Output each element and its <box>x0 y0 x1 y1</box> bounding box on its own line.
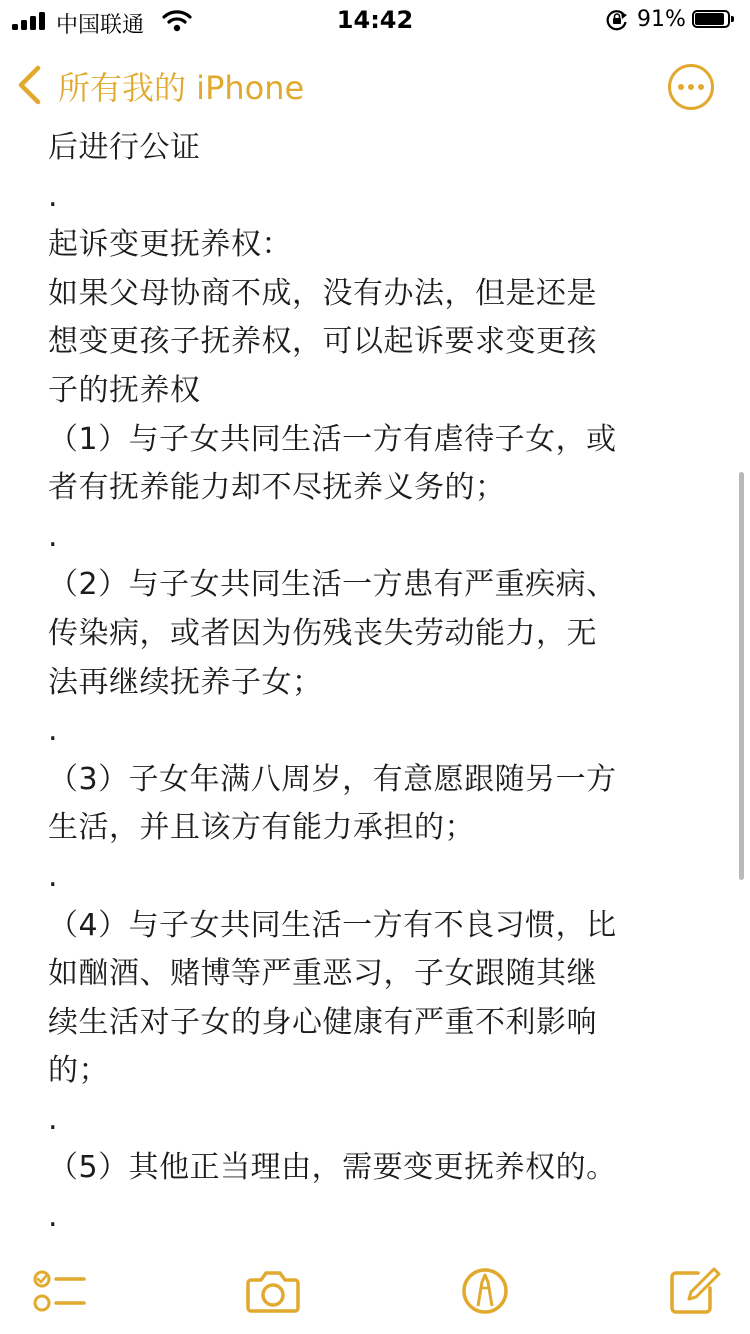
note-line: . <box>48 178 59 214</box>
note-line: 者有抚养能力却不尽抚养义务的； <box>48 470 506 506</box>
note-line: . <box>48 518 59 554</box>
markup-icon[interactable] <box>458 1266 512 1316</box>
compose-icon[interactable] <box>668 1266 722 1316</box>
note-line: 起诉变更抚养权： <box>48 227 292 263</box>
note-line: . <box>48 1101 59 1137</box>
battery-icon <box>692 10 736 30</box>
note-line: 想变更孩子抚养权，可以起诉要求变更孩 <box>48 324 597 360</box>
scroll-indicator[interactable] <box>739 472 744 880</box>
chevron-left-icon[interactable] <box>16 65 42 105</box>
note-line: 传染病，或者因为伤残丧失劳动能力，无 <box>48 615 597 651</box>
back-button[interactable]: 所有我的 iPhone <box>58 69 305 107</box>
battery-percentage: 91% <box>637 7 686 32</box>
checklist-icon[interactable] <box>32 1266 86 1316</box>
note-line: 后进行公证 <box>48 130 201 165</box>
carrier-label: 中国联通 <box>56 13 145 38</box>
more-icon[interactable] <box>668 64 714 110</box>
note-line: 如果父母协商不成，没有办法，但是还是 <box>48 275 597 311</box>
clock: 14:42 <box>336 6 414 34</box>
note-line: . <box>48 858 59 894</box>
note-line: （3）子女年满八周岁，有意愿跟随另一方 <box>48 761 617 797</box>
note-line: 法再继续抚养子女； <box>48 664 323 700</box>
bottom-toolbar <box>0 1250 750 1334</box>
note-line: （1）与子女共同生活一方有虐待子女，或 <box>48 421 617 457</box>
note-line: （5）其他正当理由，需要变更抚养权的。 <box>48 1150 617 1186</box>
note-line: 生活，并且该方有能力承担的； <box>48 810 475 846</box>
note-line: . <box>48 1199 59 1235</box>
status-bar <box>0 0 750 40</box>
note-line: （4）与子女共同生活一方有不良习惯，比 <box>48 907 617 943</box>
note-line: 的； <box>48 1053 109 1089</box>
note-line: 子的抚养权 <box>48 372 201 408</box>
note-line: 如酗酒、赌博等严重恶习，子女跟随其继 <box>48 956 597 992</box>
note-line: 续生活对子女的身心健康有严重不利影响 <box>48 1004 597 1040</box>
navigation-bar <box>0 40 750 130</box>
note-line: . <box>48 713 59 749</box>
note-body[interactable] <box>48 124 698 1242</box>
note-line: （2）与子女共同生活一方患有严重疾病、 <box>48 567 617 603</box>
camera-icon[interactable] <box>246 1266 300 1316</box>
orientation-lock-icon <box>605 9 629 31</box>
